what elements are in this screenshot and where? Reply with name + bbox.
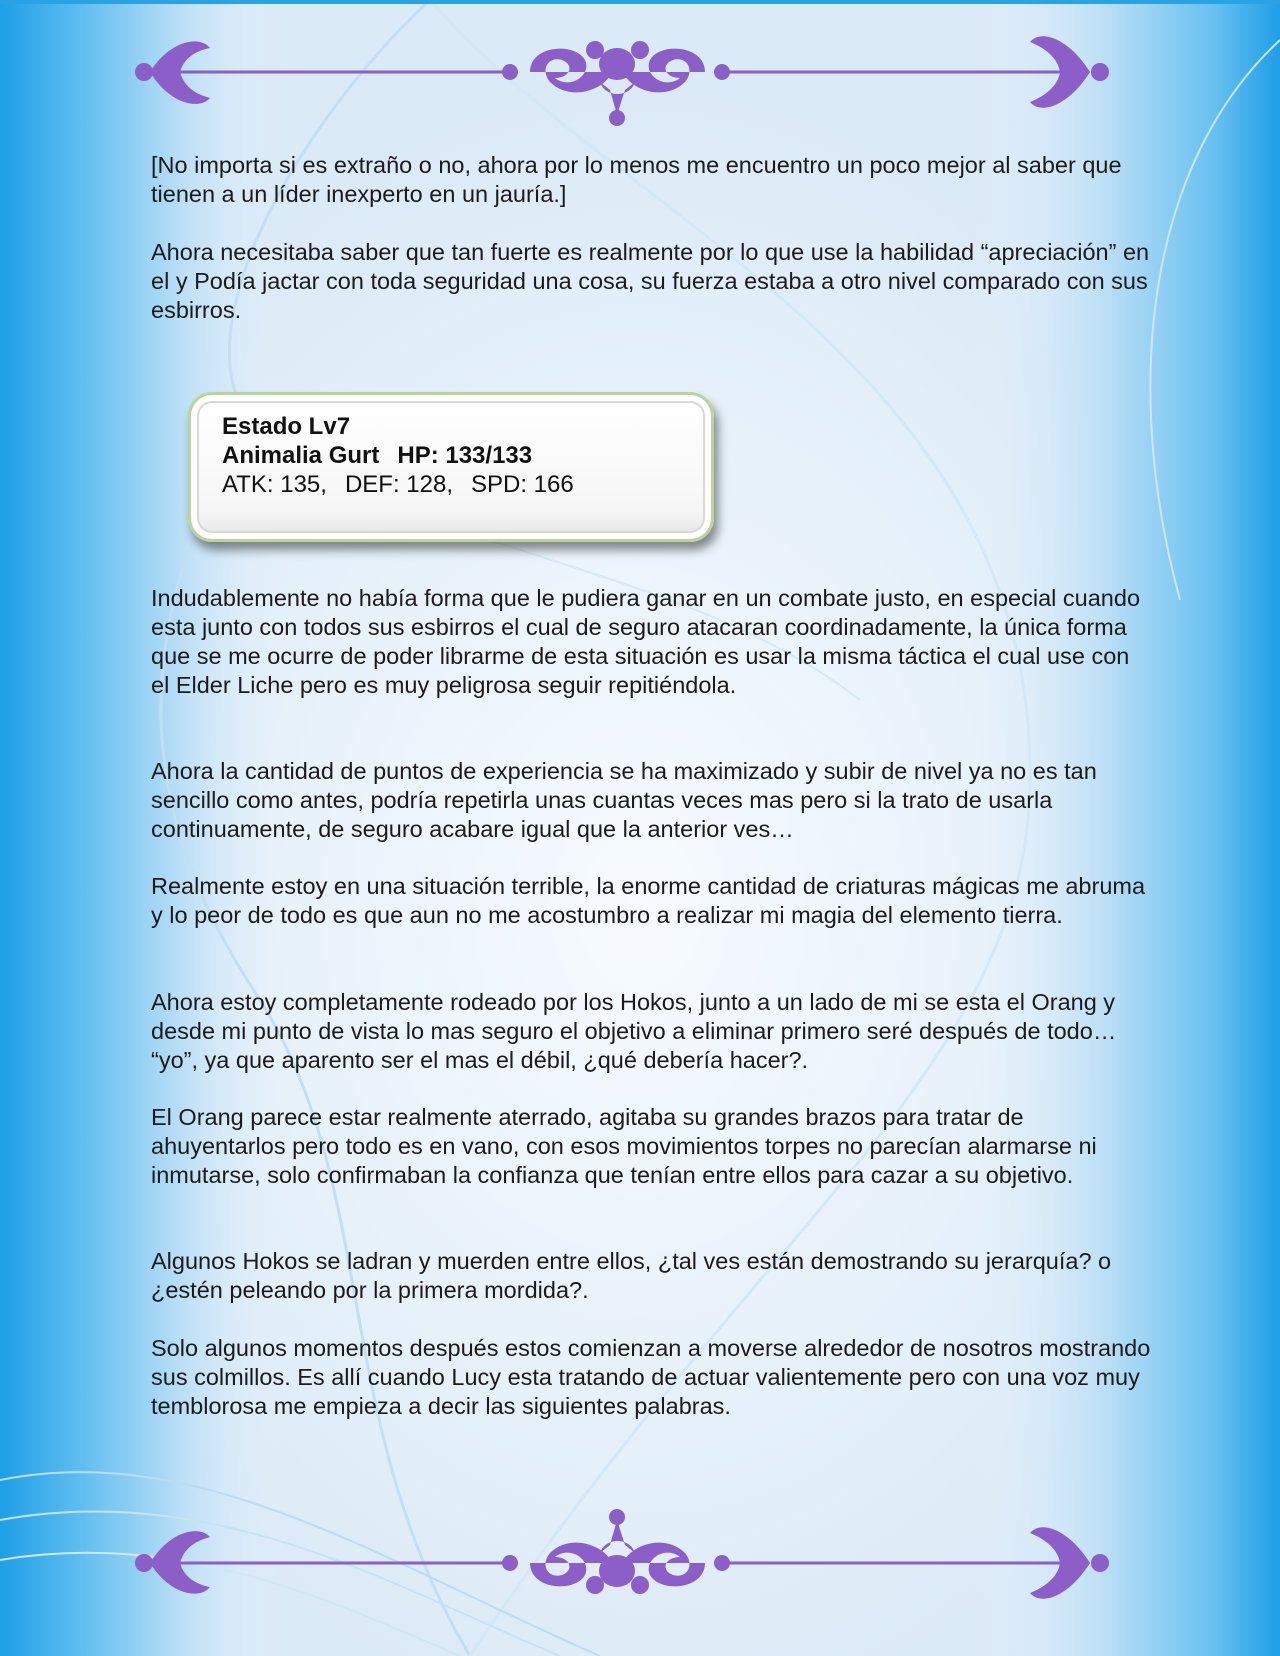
status-window <box>188 392 714 542</box>
paragraph: Indudablemente no había forma que le pudiera ganar en un combate justo, en especial cuando esta junto con todos sus esbirros el cual de seguro atacaran coordinadamente, la única forma que se me ocurre de poder librarme de esta situación es usar la misma táctica el cual use con el Elder Liche pero es muy peligrosa seguir repitiéndola. <box>151 585 1141 698</box>
paragraph: Ahora necesitaba saber que tan fuerte es realmente por lo que use la habilidad “apreciación” en el y Podía jactar con toda seguridad una cosa, su fuerza estaba a otro nivel comparado con sus esbirros. <box>151 239 1150 323</box>
status-title: Estado Lv7 <box>222 413 351 440</box>
status-def: DEF: 128, <box>344 471 453 498</box>
paragraph: El Orang parece estar realmente aterrado, agitaba su grandes brazos para tratar de ahuyentarlos pero todo es en vano, con esos movimientos torpes no parecían alarmarse ni inmutarse, solo confirmaban la confianza que tenían entre ellos para cazar a su objetivo. <box>151 1104 1097 1188</box>
paragraph: Ahora estoy completamente rodeado por los Hokos, junto a un lado de mi se esta el Orang y desde mi punto de vista lo mas seguro el objetivo a eliminar primero seré después de todo… “yo”, ya que aparento ser el mas el débil, ¿qué debería hacer?. <box>151 989 1117 1073</box>
top-ornament <box>130 20 1130 130</box>
status-name: Animalia Gurt <box>222 442 380 469</box>
paragraph: Algunos Hokos se ladran y muerden entre ellos, ¿tal ves están demostrando su jerarquía? o ¿estén peleando por la primera mordida?. <box>151 1248 1112 1303</box>
status-spd: SPD: 166 <box>471 471 574 498</box>
status-name-line <box>222 441 574 470</box>
status-hp: HP: 133/133 <box>397 442 533 469</box>
paragraph: [No importa si es extraño o no, ahora por lo menos me encuentro un poco mejor al saber que tienen a un líder inexperto en un jauría.] <box>151 152 1122 207</box>
paragraph: Realmente estoy en una situación terrible, la enorme cantidad de criaturas mágicas me abruma y lo peor de todo es que aun no me acostumbro a realizar mi magia del elemento tierra. <box>151 873 1146 928</box>
paragraph: Solo algunos momentos después estos comienzan a moverse alrededor de nosotros mostrando sus colmillos. Es allí cuando Lucy esta tratando de actuar valientemente pero con una voz muy temblorosa me empieza a decir las siguientes palabras. <box>151 1335 1151 1419</box>
paragraph: Ahora la cantidad de puntos de experiencia se ha maximizado y subir de nivel ya no es tan sencillo como antes, podría repetirla unas cuantas veces mas pero si la trato de usarla continuamente, de seguro acabare igual que la anterior ves… <box>151 758 1097 842</box>
bottom-ornament <box>130 1505 1130 1615</box>
status-atk: ATK: 135, <box>222 471 327 498</box>
status-stats-line <box>222 470 574 499</box>
